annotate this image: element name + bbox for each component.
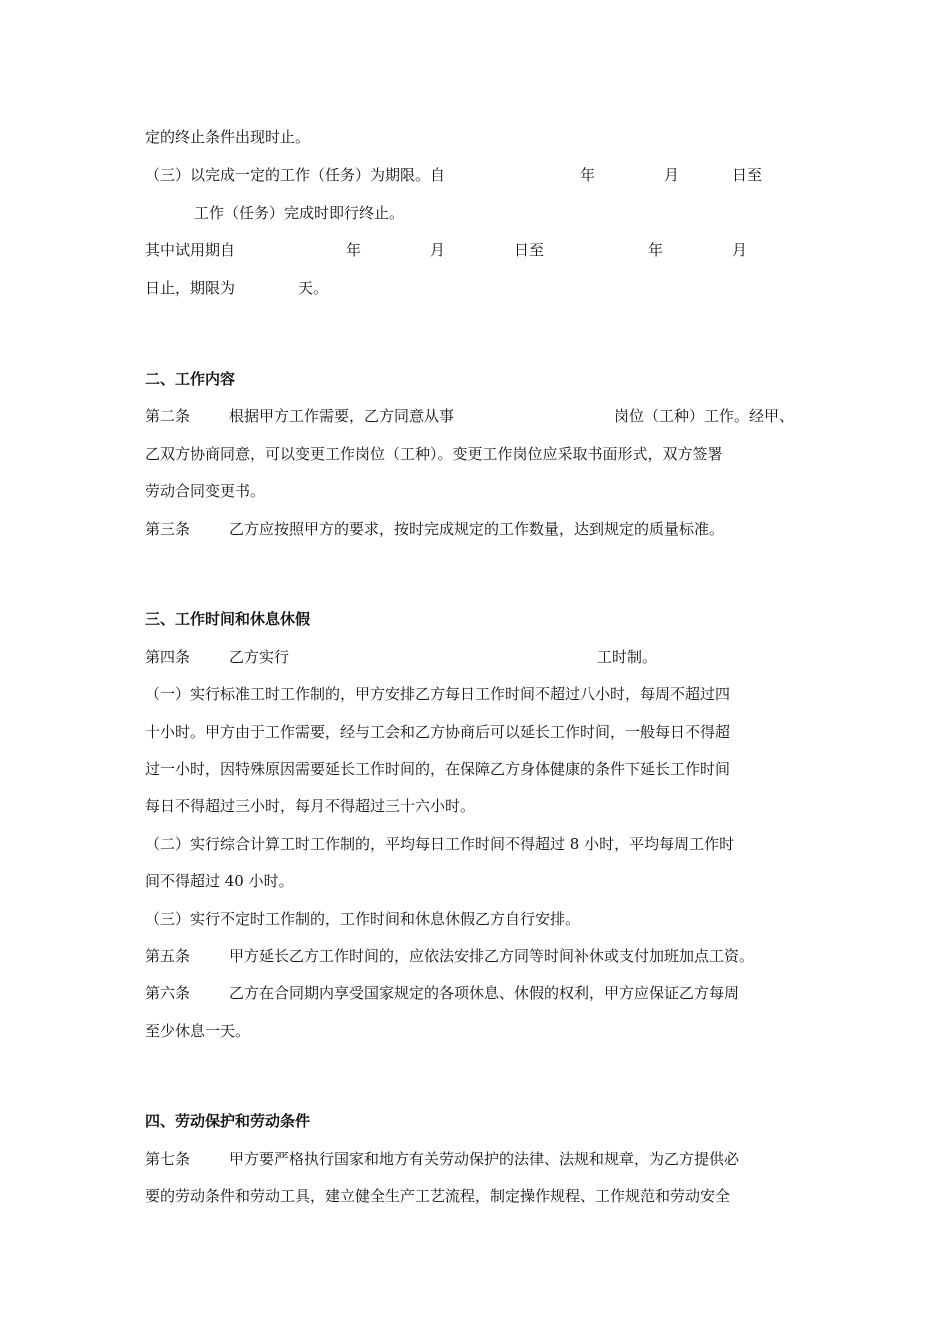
probation-prefix: 其中试用期自 [145, 241, 236, 259]
standard-hours-line-3: 过一小时，因特殊原因需要延长工作时间的，在保障乙方身体健康的条件下延长工作时间 [145, 760, 731, 778]
blank-month-label: 月 [664, 166, 680, 184]
term-text-line: 定的终止条件出现时止。 [145, 128, 311, 146]
section-title-work-content: 二、工作内容 [145, 370, 236, 388]
article-7-label: 第七条 [145, 1150, 191, 1168]
article-4-text-b: 工时制。 [597, 648, 658, 666]
comprehensive-hours-line-2: 间不得超过 40 小时。 [145, 872, 294, 890]
article-5-text: 甲方延长乙方工作时间的，应依法安排乙方同等时间补休或支付加班加点工资。 [229, 947, 755, 965]
article-6-label: 第六条 [145, 984, 191, 1002]
probation-year-2: 年 [648, 241, 664, 259]
probation-end: 日止，期限为 [145, 279, 236, 297]
article-7-line-1: 甲方要严格执行国家和地方有关劳动保护的法律、法规和规章，为乙方提供必 [229, 1150, 740, 1168]
article-6-line-2: 至少休息一天。 [145, 1022, 251, 1040]
probation-day-1: 日至 [514, 241, 545, 259]
probation-month-1: 月 [430, 241, 446, 259]
article-2-line-1a: 根据甲方工作需要，乙方同意从事 [229, 407, 455, 425]
article-7-line-2: 要的劳动条件和劳动工具，建立健全生产工艺流程，制定操作规程、工作规范和劳动安全 [145, 1187, 731, 1205]
article-2-label: 第二条 [145, 407, 191, 425]
probation-year-1: 年 [346, 241, 362, 259]
article-2-line-2: 乙双方协商同意，可以变更工作岗位（工种）。变更工作岗位应采取书面形式，双方签署 [145, 445, 723, 463]
article-3-text: 乙方应按照甲方的要求，按时完成规定的工作数量，达到规定的质量标准。 [229, 520, 725, 538]
flexible-hours-line: （三）实行不定时工作制的，工作时间和休息休假乙方自行安排。 [145, 910, 581, 928]
article-4-text-a: 乙方实行 [229, 648, 290, 666]
term-task-end-line: 工作（任务）完成时即行终止。 [194, 204, 405, 222]
probation-days: 天。 [298, 279, 329, 297]
standard-hours-line-1: （一）实行标准工时工作制的，甲方安排乙方每日工作时间不超过八小时，每周不超过四 [145, 685, 731, 703]
probation-month-2: 月 [732, 241, 748, 259]
article-2-line-1b: 岗位（工种）工作。经甲、 [614, 407, 795, 425]
article-5-label: 第五条 [145, 947, 191, 965]
article-2-line-3: 劳动合同变更书。 [145, 482, 266, 500]
blank-day-label: 日至 [732, 166, 763, 184]
standard-hours-line-2: 十小时。甲方由于工作需要，经与工会和乙方协商后可以延长工作时间，一般每日不得超 [145, 723, 731, 741]
standard-hours-line-4: 每日不得超过三小时，每月不得超过三十六小时。 [145, 797, 476, 815]
section-title-work-hours: 三、工作时间和休息休假 [145, 610, 311, 628]
blank-year-label: 年 [580, 166, 596, 184]
term-task-line: （三）以完成一定的工作（任务）为期限。自 [145, 166, 446, 184]
comprehensive-hours-line-1: （二）实行综合计算工时工作制的，平均每日工作时间不得超过 8 小时，平均每周工作时 [145, 835, 735, 853]
article-3-label: 第三条 [145, 520, 191, 538]
article-4-label: 第四条 [145, 648, 191, 666]
article-6-line-1: 乙方在合同期内享受国家规定的各项休息、休假的权利，甲方应保证乙方每周 [229, 984, 740, 1002]
section-title-labor-protection: 四、劳动保护和劳动条件 [145, 1112, 311, 1130]
